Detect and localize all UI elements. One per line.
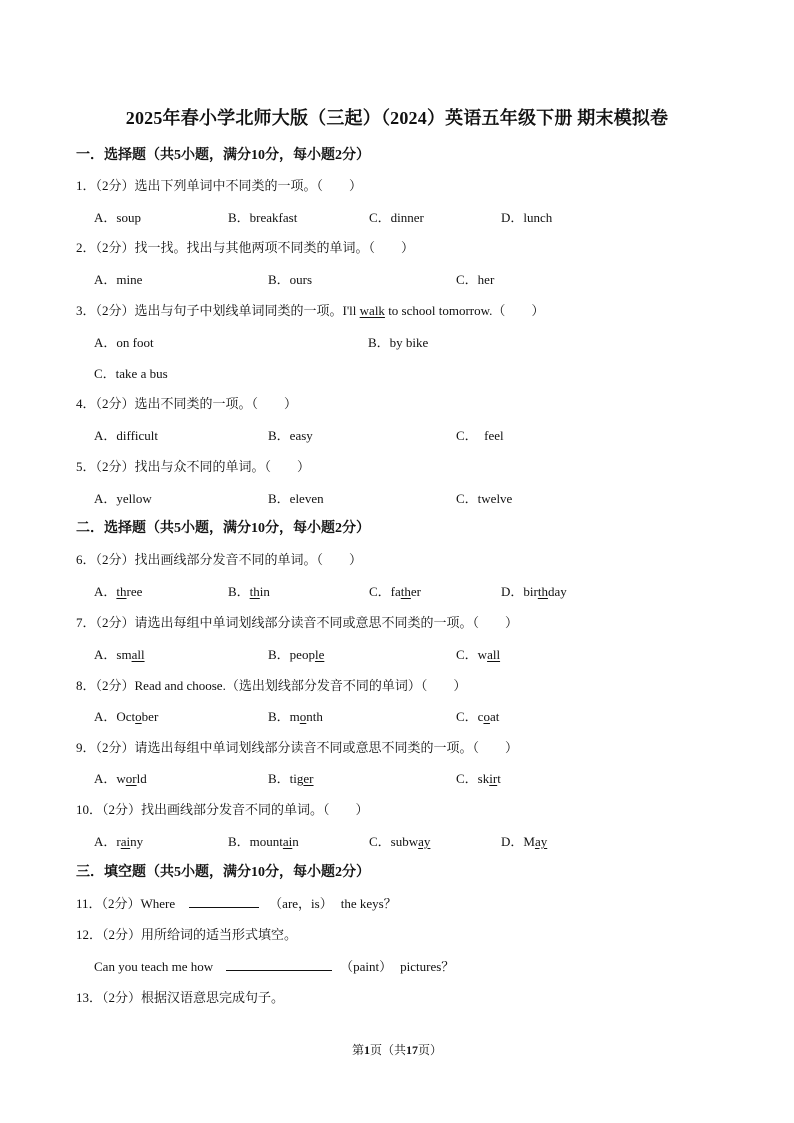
question-9-stem: 9．（2分）请选出每组中单词划线部分读音不同或意思不同类的一项。（ ）	[76, 740, 519, 755]
question-2-stem: 2．（2分）找一找。找出与其他两项不同类的单词。（ ）	[76, 240, 415, 255]
q7-option-b: B．people	[268, 647, 325, 662]
q3-stem-text: 3．（2分）选出与句子中划线单词同类的一项。I'll	[76, 303, 360, 318]
question-5-stem: 5．（2分）找出与众不同的单词。（ ）	[76, 459, 311, 474]
q11-text-end: the keys？	[340, 896, 397, 911]
q9-option-a: A．world	[94, 771, 147, 786]
q2-option-c: C．her	[456, 272, 495, 287]
q4-option-b: B．easy	[268, 428, 313, 443]
page-footer: 第1页（共17页）	[351, 1043, 443, 1057]
question-8-stem: 8．（2分）Read and choose.（选出划线部分发音不同的单词）（ ）	[76, 678, 467, 693]
question-10-stem: 10．（2分）找出画线部分发音不同的单词。（ ）	[76, 802, 369, 817]
q4-option-c: C． feel	[456, 428, 504, 443]
q3-option-c: C．take a bus	[94, 366, 168, 381]
section-heading: 二．选择题（共5小题，满分10分，每小题2分）	[76, 521, 370, 536]
q11-text: 11．（2分）Where	[76, 896, 176, 911]
question-11	[76, 893, 397, 912]
q1-option-c: C．dinner	[369, 210, 424, 225]
q10-option-b: B．mountain	[228, 834, 299, 849]
q1-option-a: A．soup	[94, 210, 141, 225]
q12-text-end: pictures？	[400, 959, 455, 974]
q2-option-a: A．mine	[94, 272, 143, 287]
question-12-stem: 12．（2分）用所给词的适当形式填空。	[76, 927, 298, 942]
q12-text: Can you teach me how	[94, 959, 214, 974]
question-12-sentence	[94, 956, 454, 975]
question-1-stem: 1．（2分）选出下列单词中不同类的一项。（ ）	[76, 178, 363, 193]
q4-option-a: A．difficult	[94, 428, 159, 443]
q3-stem-text-end: to school tomorrow.（ ）	[384, 303, 545, 318]
q6-option-d: D．birthday	[501, 584, 567, 599]
q5-option-a: A．yellow	[94, 491, 152, 506]
q7-option-c: C．wall	[456, 647, 501, 662]
q6-option-c: C．father	[369, 584, 422, 599]
q2-option-b: B．ours	[268, 272, 313, 287]
q5-option-c: C．twelve	[456, 491, 513, 506]
section-heading: 一．选择题（共5小题，满分10分，每小题2分）	[76, 148, 370, 163]
q11-answer-blank[interactable]	[189, 894, 259, 908]
q3-underlined-word: walk	[359, 303, 385, 318]
section-heading: 三．填空题（共5小题，满分10分，每小题2分）	[76, 865, 370, 880]
q6-option-a: A．three	[94, 584, 143, 599]
q9-option-b: B．tiger	[268, 771, 314, 786]
question-13-stem: 13．（2分）根据汉语意思完成句子。	[76, 990, 285, 1005]
q10-option-c: C．subway	[369, 834, 431, 849]
q10-option-a: A．rainy	[94, 834, 144, 849]
question-4-stem: 4．（2分）选出不同类的一项。（ ）	[76, 396, 298, 411]
q1-option-d: D．lunch	[501, 210, 553, 225]
q6-option-b: B．thin	[228, 584, 270, 599]
q10-option-d: D．May	[501, 834, 548, 849]
q3-option-a: A．on foot	[94, 335, 154, 350]
q7-option-a: A．small	[94, 647, 145, 662]
q9-option-c: C．skirt	[456, 771, 501, 786]
q1-option-b: B．breakfast	[228, 210, 298, 225]
q8-option-a: A．October	[94, 709, 159, 724]
q8-option-b: B．month	[268, 709, 323, 724]
question-3-stem	[76, 300, 544, 319]
q12-answer-blank[interactable]	[226, 957, 332, 971]
q11-hint: （are，is）	[269, 896, 333, 911]
question-6-stem: 6．（2分）找出画线部分发音不同的单词。（ ）	[76, 552, 363, 567]
q8-option-c: C．coat	[456, 709, 500, 724]
question-7-stem: 7．（2分）请选出每组中单词划线部分读音不同或意思不同类的一项。（ ）	[76, 615, 519, 630]
q3-option-b: B．by bike	[368, 335, 429, 350]
q12-hint: （paint）	[340, 959, 393, 974]
page-title: 2025年春小学北师大版（三起）（2024）英语五年级下册 期末模拟卷	[125, 108, 669, 128]
q5-option-b: B．eleven	[268, 491, 324, 506]
